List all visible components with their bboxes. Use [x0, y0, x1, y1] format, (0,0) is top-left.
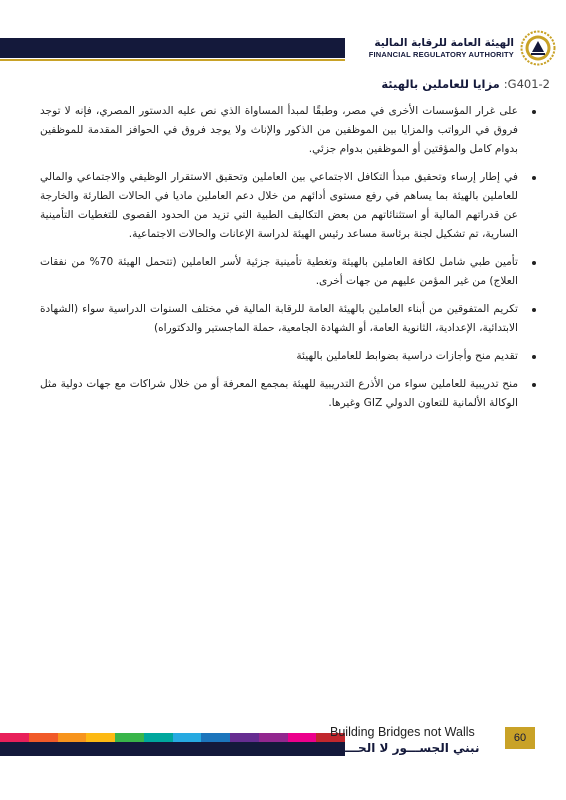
list-item-text: تكريم المتفوقين من أبناء العاملين بالهيئة العامة للرقابة المالية في مختلف السنوات الدراسية سواء (الشهادة الابتدائية، الإعدادية، الثانوية العامة، أو الشهادة الجامعية، حملة الماجستير والدكتوراه): [40, 303, 518, 334]
org-name: [369, 36, 514, 60]
list-item: [40, 347, 536, 366]
main-content: [40, 102, 536, 422]
list-item: [40, 102, 536, 159]
list-item-text: منح تدريبية للعاملين سواء من الأذرع التدريبية للهيئة بمجمع المعرفة أو من خلال شراكات مع جهات دولية مثل الوكالة الألمانية للتعاون الدولي GIZ وغيرها.: [40, 378, 518, 409]
benefits-list: [40, 102, 536, 413]
bullet-icon: [532, 383, 536, 387]
color-stripe: [288, 733, 317, 742]
section-title: [381, 77, 550, 91]
org-name-arabic: الهيئة العامة للرقابة المالية: [374, 37, 514, 49]
org-name-english: FINANCIAL REGULATORY AUTHORITY: [368, 50, 514, 59]
bullet-icon: [532, 176, 536, 180]
org-logo: [351, 28, 556, 68]
page-number: 60: [513, 732, 527, 744]
color-stripe: [0, 733, 29, 742]
list-item-text: تقديم منح وأجازات دراسية بضوابط للعاملين بالهيئة: [296, 350, 518, 362]
color-stripe: [173, 733, 202, 742]
section-code: G401-2:: [503, 77, 550, 91]
list-item-text: في إطار إرساء وتحقيق مبدأ التكافل الاجتماعي بين العاملين وتحقيق الاستقرار الوظيفي والاجتماعي والمالي للعاملين بالهيئة بما يساهم في رفع مستوى أدائهم من خلال دعم العاملين ماديا في الحالات الطارئة والخارجة عن قدراتهم المالية أو استثنائاتهم من بعض التكاليف الطبية التي تزيد من الحدود القصوى للتغطيات التأمينية السارية، تم تشكيل لجنة برئاسة مساعد رئيس الهيئة لدراسة الإعانات والحالات الاجتماعية.: [40, 171, 518, 240]
list-item: [40, 253, 536, 291]
bullet-icon: [532, 110, 536, 114]
footer-color-stripes: [0, 733, 345, 742]
color-stripe: [259, 733, 288, 742]
list-item-text: على غرار المؤسسات الأخرى في مصر، وطبقًا لمبدأ المساواة الذي نص عليه الدستور المصري، فإنه لا توجد فروق في الرواتب والمزايا بين الموظفين من الذكور والإناث ولا يوجد فروق في الحوافز المقدمة للموظفين بدوام كامل والمؤقتين أو الموظفين بدوام جزئي.: [40, 105, 518, 155]
color-stripe: [115, 733, 144, 742]
fra-emblem-icon: [520, 30, 556, 66]
page-number-badge: [505, 727, 535, 749]
list-item: [40, 168, 536, 244]
bullet-icon: [532, 308, 536, 312]
slogan-arabic: نبني الجســـور لا الحـــواجز: [318, 741, 480, 755]
bullet-icon: [532, 355, 536, 359]
list-item: [40, 375, 536, 413]
header-navy-band: [0, 38, 345, 58]
slogan-english: Building Bridges not Walls: [330, 725, 475, 739]
list-item: [40, 300, 536, 338]
color-stripe: [29, 733, 58, 742]
color-stripe: [201, 733, 230, 742]
footer-navy-band: [0, 742, 345, 756]
bullet-icon: [532, 261, 536, 265]
color-stripe: [86, 733, 115, 742]
color-stripe: [58, 733, 87, 742]
color-stripe: [144, 733, 173, 742]
color-stripe: [230, 733, 259, 742]
list-item-text: تأمين طبي شامل لكافة العاملين بالهيئة وتغطية تأمينية جزئية لأسر العاملين (تتحمل الهيئة 70% من نفقات العلاج) من غير المؤمن عليهم من جهات أخرى.: [40, 256, 518, 287]
section-title-text: مزايا للعاملين بالهيئة: [381, 77, 500, 91]
header-gold-line: [0, 59, 345, 61]
